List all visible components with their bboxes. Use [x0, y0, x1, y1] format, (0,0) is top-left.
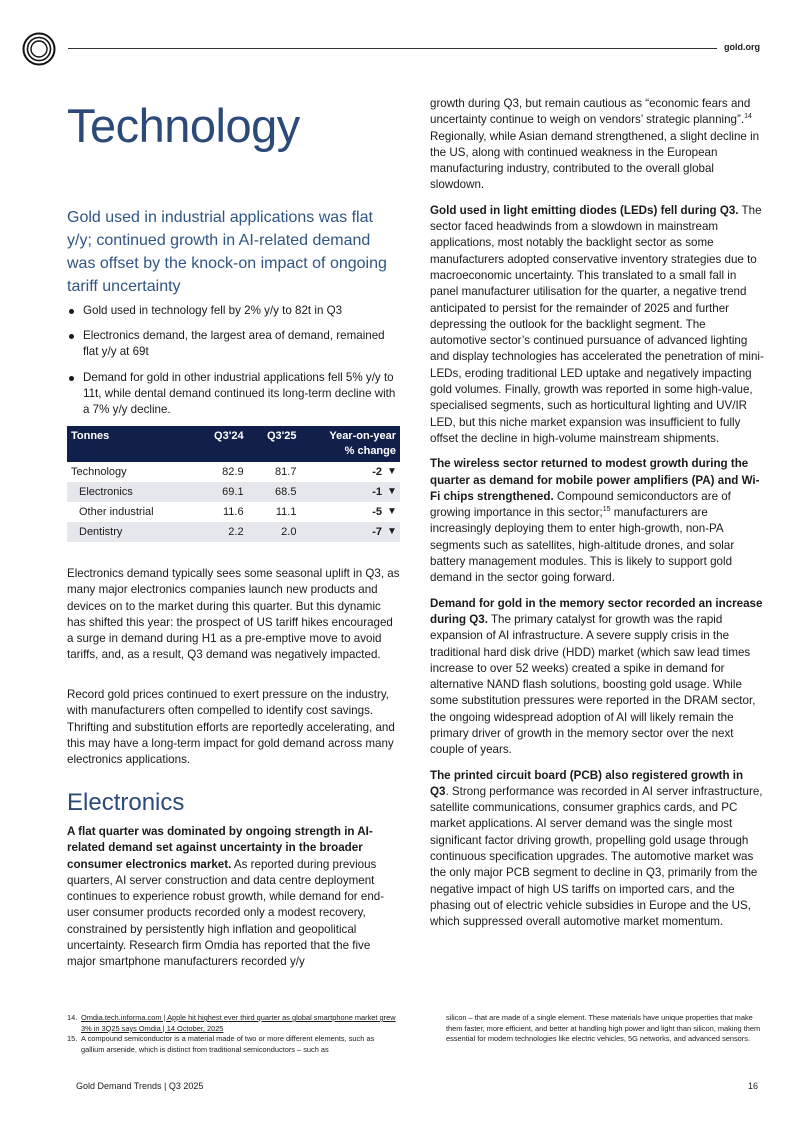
footnote-14 — [67, 1013, 397, 1034]
bullet-dot-icon — [69, 309, 74, 314]
footnote-number: 14. — [67, 1013, 78, 1022]
body-paragraph — [67, 824, 402, 971]
page-number: 16 — [748, 1081, 759, 1091]
row-q3-25: 2.0 — [248, 522, 301, 542]
table-row — [67, 482, 400, 502]
header-q3-25: Q3'25 — [248, 426, 301, 462]
row-change: -2 — [372, 466, 382, 478]
header-yoy-line1: Year-on-year — [329, 430, 396, 442]
row-q3-25: 11.1 — [275, 506, 297, 518]
footnote-15 — [67, 1034, 397, 1055]
page-title: Technology — [67, 99, 300, 152]
body-paragraph — [430, 203, 764, 447]
row-change: -1 — [300, 482, 386, 502]
header-divider — [68, 48, 717, 49]
row-label: Electronics — [67, 482, 195, 502]
lead-in-bold: Gold used in light emitting diodes (LEDs) fell during Q3. — [430, 203, 739, 217]
bullet-dot-icon — [69, 376, 74, 381]
bullet-text: Demand for gold in other industrial applications fell 5% y/y to 11t, while dental demand continued its long-term decline with a 7% y/y decline. — [83, 370, 396, 417]
down-arrow-icon: ▼ — [386, 522, 400, 542]
lead-in-bold: A flat quarter was dominated by ongoing strength in AI-related demand set against uncertainty in the broader consumer electronics market. — [67, 825, 373, 871]
footnote-ref[interactable]: 14 — [744, 113, 752, 121]
row-change: -5 — [372, 506, 382, 518]
publication-name: Gold Demand Trends | Q3 2025 — [76, 1081, 204, 1091]
lead-in-bold: The wireless sector returned to modest growth during the quarter as demand for mobile power amplifiers (PA) and Wi-Fi chips strengthened. — [430, 457, 760, 503]
paragraph-text: The sector faced headwinds from a slowdown in mainstream applications, most notably the backlight sector as some manufacturers adopted conservative inventory strategies due to macroeconomic uncertainty. This translated to a small fall in panel manufacturer utilisation for the quarter, a negative trend anticipated to persist for the remainder of 2025 and further depressing the outlook for the backlight segment. The automotive sector’s continued pursuance of advanced lighting and display technologies has accelerated the penetration of mini-LEDs, eroding traditional LED uptake and negatively impacting gold volumes. Finally, growth was reported in some high-value, specialised segments, such as horticultural lighting and UV/IR LED, but this niche market expansion was insufficient to fully offset the decline in high-volume mainstream shipments. — [430, 203, 764, 445]
row-q3-24: 82.9 — [222, 466, 244, 478]
down-arrow-icon: ▼ — [386, 482, 400, 502]
down-arrow-icon: ▼ — [387, 506, 397, 517]
row-q3-25: 68.5 — [248, 482, 301, 502]
row-q3-24: 11.6 — [222, 506, 244, 518]
table-row — [67, 522, 400, 542]
footnote-link[interactable]: Omdia.tech.informa.com | Apple hit highest ever third quarter as global smartphone market grew 3% in 3Q25 says Omdia | 14 October, 2025 — [81, 1013, 396, 1033]
header-yoy-change — [300, 426, 400, 462]
footnote-number: 15. — [67, 1034, 78, 1043]
row-q3-25: 81.7 — [275, 466, 297, 478]
paragraph-text: The primary catalyst for growth was the rapid expansion of AI infrastructure. A severe supply crisis in the traditional hard disk drive (HDD) market (which saw lead times increase to over 52 weeks) created a spike in demand for alternative NAND flash solutions, boosting gold usage. While some substitution pressures were reported in the DRAM sector, the ongoing widespread adoption of AI will likely remain the primary driver of growth in the memory sector over the next couple of years. — [430, 612, 756, 757]
down-arrow-icon: ▼ — [387, 466, 397, 477]
technology-demand-table — [67, 426, 400, 542]
bullet-text: Electronics demand, the largest area of demand, remained flat y/y at 69t — [83, 329, 385, 359]
footnote-text: A compound semiconductor is a material made of two or more different elements, such as gallium arsenide, which is distinct from traditional semiconductors – such as — [81, 1034, 375, 1054]
table-header-row — [67, 426, 400, 462]
row-label: Other industrial — [79, 506, 154, 518]
right-column — [430, 96, 764, 940]
header-q3-24: Q3'24 — [195, 426, 248, 462]
table-row — [67, 462, 400, 482]
bullet-item — [67, 328, 399, 360]
concentric-rings-logo-icon — [22, 32, 56, 66]
bullet-dot-icon — [69, 334, 74, 339]
paragraph-text: growth during Q3, but remain cautious as “economic fears and uncertainty continue to weigh on vendors’ strategic planning”. — [430, 97, 751, 127]
paragraph-text: manufacturers are increasingly deploying them to enter high-growth, non-PA segments such as satellites, high-altitude drones, and solar battery management modules. This is likely to support gold demand in the sector going forward. — [430, 506, 735, 585]
row-q3-24: 2.2 — [195, 522, 248, 542]
footnotes-left — [67, 1013, 397, 1055]
body-paragraph — [430, 768, 764, 931]
lead-in-bold: Demand for gold in the memory sector recorded an increase during Q3. — [430, 596, 763, 626]
footnote-ref[interactable]: 15 — [602, 506, 611, 514]
row-q3-24: 69.1 — [195, 482, 248, 502]
body-paragraph — [430, 96, 764, 194]
row-change: -7 — [300, 522, 386, 542]
paragraph-text: Compound semiconductors are of growing importance in this sector; — [430, 489, 731, 520]
key-points-list — [67, 303, 399, 427]
row-label: Dentistry — [67, 522, 195, 542]
bullet-item — [67, 303, 399, 319]
site-url[interactable]: gold.org — [724, 42, 760, 52]
body-paragraph — [430, 596, 764, 759]
paragraph-text: Regionally, while Asian demand strengthened, a slight decline in the US, along with continued weakness in the European manufacturing industry, contributed to the overall global slowdown. — [430, 129, 760, 192]
paragraph-text: . Strong performance was recorded in AI server infrastructure, satellite communications, consumer graphics cards, and PC market applications. AI server demand was the single most significant factor driving growth, propelling gold usage through continuous specification upgrades. The automotive market was the only major PCB segment to decline in Q3, primarily from the negative impact of high US tariffs on imported cars, and the phasing out of electric vehicle subsidies in Europe and the US, which suppressed overall automotive market momentum. — [430, 784, 763, 929]
body-paragraph: Electronics demand typically sees some seasonal uplift in Q3, as many major electronics companies launch new products and devices on to the market during this quarter. But this dynamic has shifted this year: the prospect of US tariff hikes encouraged a surge in demand during H1 as a pre-emptive move to avoid tariffs, and, as a result, Q3 demand was negatively impacted. — [67, 567, 400, 662]
section-heading-electronics: Electronics — [67, 789, 185, 816]
bullet-text: Gold used in technology fell by 2% y/y to 82t in Q3 — [83, 304, 343, 317]
table-row — [67, 502, 400, 522]
body-paragraph: Record gold prices continued to exert pressure on the industry, with manufacturers often compelled to identify cost savings. Thrifting and substitution efforts are reportedly accelerating, and this may have a long-term impact for gold demand across many electronics applications. — [67, 688, 395, 767]
footnote-15-continued: silicon – that are made of a single element. These materials have unique properties that make them faster, more efficient, and better at handling high power and light than silicon, making them essential for modern technologies like electric vehicles, 5G networks, and advanced sensors. — [446, 1013, 761, 1043]
body-paragraph — [430, 456, 764, 586]
header-yoy-line2: % change — [344, 445, 396, 457]
intro-heading: Gold used in industrial applications was flat y/y; continued growth in AI-related demand was offset by the knock-on impact of ongoing tariff uncertainty — [67, 209, 387, 295]
paragraph-text: As reported during previous quarters, AI server construction and data centre deployment continues to experience robust growth, while demand for end-user consumer products recorded only a modest recovery, constrained by persistently high inflation and geopolitical uncertainty. Research firm Omdia has reported that the five major smartphone manufacturers recorded y/y — [67, 857, 385, 969]
bullet-item — [67, 370, 399, 419]
header-tonnes: Tonnes — [67, 426, 195, 462]
row-label: Technology — [71, 466, 127, 478]
lead-in-bold: The printed circuit board (PCB) also registered growth in Q3 — [430, 768, 744, 798]
